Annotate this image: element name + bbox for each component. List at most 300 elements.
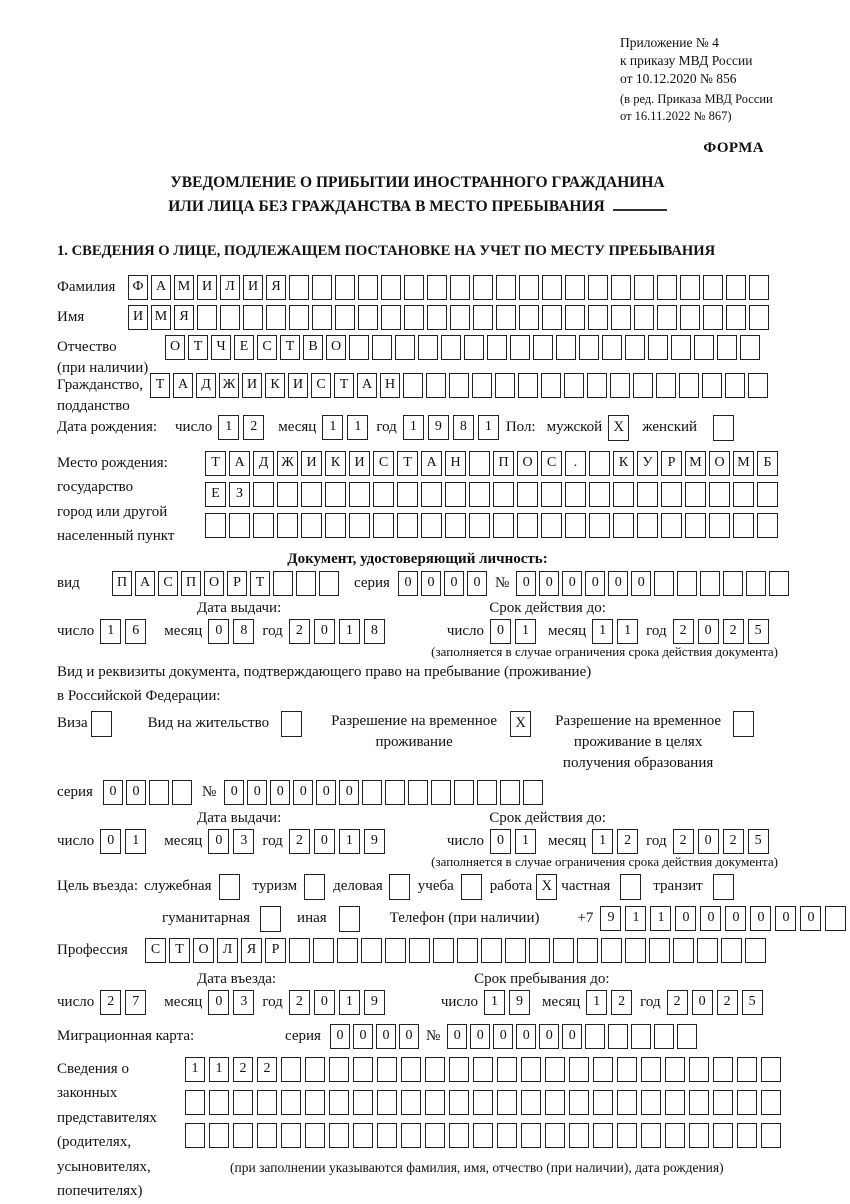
char-box[interactable]: С bbox=[145, 938, 166, 963]
char-box[interactable] bbox=[521, 1090, 541, 1115]
char-box[interactable] bbox=[541, 513, 562, 538]
doc-issue-month-boxes[interactable] bbox=[208, 619, 258, 644]
char-box[interactable]: Т bbox=[150, 373, 170, 398]
char-box[interactable] bbox=[545, 1090, 565, 1115]
char-box[interactable]: В bbox=[303, 335, 323, 360]
char-box[interactable] bbox=[257, 1123, 277, 1148]
char-box[interactable]: 0 bbox=[585, 571, 605, 596]
char-box[interactable] bbox=[631, 1024, 651, 1049]
char-box[interactable] bbox=[761, 1057, 781, 1082]
char-box[interactable]: А bbox=[357, 373, 377, 398]
char-box[interactable]: 2 bbox=[289, 829, 310, 854]
char-box[interactable] bbox=[588, 305, 608, 330]
char-box[interactable] bbox=[373, 482, 394, 507]
edu-permit-checkbox[interactable] bbox=[733, 711, 754, 737]
char-box[interactable] bbox=[634, 275, 654, 300]
char-box[interactable]: Р bbox=[265, 938, 286, 963]
char-box[interactable] bbox=[665, 1090, 685, 1115]
char-box[interactable]: 7 bbox=[125, 990, 146, 1015]
char-box[interactable] bbox=[679, 373, 699, 398]
char-box[interactable] bbox=[421, 482, 442, 507]
char-box[interactable] bbox=[454, 780, 474, 805]
char-box[interactable]: Д bbox=[253, 451, 274, 476]
char-box[interactable] bbox=[481, 938, 502, 963]
char-box[interactable] bbox=[541, 482, 562, 507]
char-box[interactable]: 0 bbox=[444, 571, 464, 596]
char-box[interactable]: С bbox=[158, 571, 178, 596]
char-box[interactable]: Л bbox=[220, 275, 240, 300]
char-box[interactable] bbox=[661, 482, 682, 507]
char-box[interactable]: Н bbox=[445, 451, 466, 476]
char-box[interactable]: 0 bbox=[208, 619, 229, 644]
char-box[interactable] bbox=[685, 513, 706, 538]
char-box[interactable]: Т bbox=[334, 373, 354, 398]
doc-valid-month-boxes[interactable] bbox=[592, 619, 642, 644]
char-box[interactable] bbox=[403, 373, 423, 398]
char-box[interactable]: Ф bbox=[128, 275, 148, 300]
char-box[interactable]: И bbox=[197, 275, 217, 300]
char-box[interactable]: 0 bbox=[208, 990, 229, 1015]
char-box[interactable]: 3 bbox=[233, 990, 254, 1015]
char-box[interactable]: Т bbox=[188, 335, 208, 360]
char-box[interactable] bbox=[469, 482, 490, 507]
char-box[interactable] bbox=[745, 938, 766, 963]
char-box[interactable] bbox=[450, 305, 470, 330]
char-box[interactable]: О bbox=[709, 451, 730, 476]
char-box[interactable] bbox=[377, 1090, 397, 1115]
char-box[interactable] bbox=[673, 938, 694, 963]
char-box[interactable]: 2 bbox=[617, 829, 638, 854]
char-box[interactable] bbox=[149, 780, 169, 805]
char-box[interactable] bbox=[266, 305, 286, 330]
char-box[interactable]: 0 bbox=[750, 906, 771, 931]
migration-series-boxes[interactable] bbox=[330, 1024, 422, 1049]
purpose-work-checkbox[interactable]: X bbox=[536, 874, 557, 900]
char-box[interactable] bbox=[589, 513, 610, 538]
char-box[interactable]: 1 bbox=[339, 990, 360, 1015]
char-box[interactable] bbox=[209, 1123, 229, 1148]
residence-issue-month-boxes[interactable] bbox=[208, 829, 258, 854]
char-box[interactable]: А bbox=[421, 451, 442, 476]
char-box[interactable]: 0 bbox=[103, 780, 123, 805]
char-box[interactable]: Т bbox=[280, 335, 300, 360]
char-box[interactable] bbox=[385, 938, 406, 963]
char-box[interactable] bbox=[497, 1090, 517, 1115]
char-box[interactable] bbox=[685, 482, 706, 507]
char-box[interactable]: А bbox=[229, 451, 250, 476]
char-box[interactable] bbox=[253, 513, 274, 538]
char-box[interactable] bbox=[579, 335, 599, 360]
char-box[interactable] bbox=[565, 513, 586, 538]
doc-issue-year-boxes[interactable] bbox=[289, 619, 389, 644]
char-box[interactable]: 1 bbox=[347, 415, 368, 440]
char-box[interactable] bbox=[613, 513, 634, 538]
char-box[interactable] bbox=[425, 1090, 445, 1115]
char-box[interactable]: 0 bbox=[398, 571, 418, 596]
char-box[interactable] bbox=[353, 1057, 373, 1082]
char-box[interactable]: С bbox=[257, 335, 277, 360]
char-box[interactable]: М bbox=[733, 451, 754, 476]
char-box[interactable] bbox=[713, 1057, 733, 1082]
char-box[interactable] bbox=[473, 1090, 493, 1115]
char-box[interactable] bbox=[473, 1057, 493, 1082]
char-box[interactable] bbox=[305, 1123, 325, 1148]
char-box[interactable]: Ж bbox=[219, 373, 239, 398]
char-box[interactable] bbox=[542, 275, 562, 300]
char-box[interactable] bbox=[737, 1057, 757, 1082]
char-box[interactable] bbox=[529, 938, 550, 963]
char-box[interactable]: 0 bbox=[775, 906, 796, 931]
patronymic-boxes[interactable] bbox=[165, 335, 763, 360]
char-box[interactable]: И bbox=[288, 373, 308, 398]
char-box[interactable] bbox=[761, 1123, 781, 1148]
char-box[interactable] bbox=[565, 305, 585, 330]
residence-valid-month-boxes[interactable] bbox=[592, 829, 642, 854]
char-box[interactable]: 5 bbox=[748, 829, 769, 854]
char-box[interactable]: 2 bbox=[289, 990, 310, 1015]
char-box[interactable] bbox=[418, 335, 438, 360]
char-box[interactable] bbox=[305, 1090, 325, 1115]
char-box[interactable] bbox=[611, 305, 631, 330]
residence-issue-year-boxes[interactable] bbox=[289, 829, 389, 854]
char-box[interactable]: 0 bbox=[725, 906, 746, 931]
char-box[interactable]: 9 bbox=[364, 829, 385, 854]
char-box[interactable]: 1 bbox=[484, 990, 505, 1015]
char-box[interactable] bbox=[185, 1123, 205, 1148]
char-box[interactable]: 1 bbox=[586, 990, 607, 1015]
char-box[interactable]: 8 bbox=[233, 619, 254, 644]
char-box[interactable] bbox=[496, 305, 516, 330]
char-box[interactable]: 0 bbox=[421, 571, 441, 596]
char-box[interactable] bbox=[717, 335, 737, 360]
char-box[interactable] bbox=[277, 513, 298, 538]
char-box[interactable]: 1 bbox=[218, 415, 239, 440]
char-box[interactable]: Я bbox=[241, 938, 262, 963]
char-box[interactable]: 1 bbox=[650, 906, 671, 931]
char-box[interactable] bbox=[588, 275, 608, 300]
char-box[interactable]: 0 bbox=[447, 1024, 467, 1049]
char-box[interactable]: 1 bbox=[515, 619, 536, 644]
char-box[interactable]: О bbox=[165, 335, 185, 360]
char-box[interactable] bbox=[281, 1123, 301, 1148]
char-box[interactable] bbox=[740, 335, 760, 360]
char-box[interactable] bbox=[769, 571, 789, 596]
char-box[interactable]: К bbox=[265, 373, 285, 398]
char-box[interactable] bbox=[349, 513, 370, 538]
char-box[interactable] bbox=[469, 513, 490, 538]
char-box[interactable]: П bbox=[112, 571, 132, 596]
char-box[interactable]: Я bbox=[174, 305, 194, 330]
char-box[interactable] bbox=[441, 335, 461, 360]
char-box[interactable]: 0 bbox=[353, 1024, 373, 1049]
char-box[interactable]: 1 bbox=[209, 1057, 229, 1082]
char-box[interactable] bbox=[709, 482, 730, 507]
char-box[interactable]: 0 bbox=[675, 906, 696, 931]
char-box[interactable] bbox=[301, 513, 322, 538]
char-box[interactable] bbox=[335, 305, 355, 330]
char-box[interactable] bbox=[519, 275, 539, 300]
char-box[interactable]: 0 bbox=[490, 619, 511, 644]
char-box[interactable]: 2 bbox=[233, 1057, 253, 1082]
char-box[interactable] bbox=[593, 1057, 613, 1082]
birth-day-boxes[interactable] bbox=[218, 415, 268, 440]
char-box[interactable] bbox=[404, 305, 424, 330]
char-box[interactable]: 2 bbox=[100, 990, 121, 1015]
birth-place-row2[interactable] bbox=[205, 482, 781, 507]
char-box[interactable] bbox=[577, 938, 598, 963]
char-box[interactable]: 2 bbox=[673, 619, 694, 644]
legal-row2[interactable] bbox=[185, 1090, 785, 1115]
char-box[interactable] bbox=[401, 1123, 421, 1148]
migration-number-boxes[interactable] bbox=[447, 1024, 700, 1049]
char-box[interactable]: 2 bbox=[243, 415, 264, 440]
doc-number-boxes[interactable] bbox=[516, 571, 792, 596]
char-box[interactable]: 0 bbox=[314, 619, 335, 644]
char-box[interactable] bbox=[703, 305, 723, 330]
doc-kind-boxes[interactable] bbox=[112, 571, 342, 596]
char-box[interactable]: З bbox=[229, 482, 250, 507]
char-box[interactable] bbox=[433, 938, 454, 963]
char-box[interactable] bbox=[457, 938, 478, 963]
char-box[interactable] bbox=[301, 482, 322, 507]
char-box[interactable] bbox=[633, 373, 653, 398]
char-box[interactable]: 9 bbox=[364, 990, 385, 1015]
char-box[interactable] bbox=[613, 482, 634, 507]
char-box[interactable] bbox=[197, 305, 217, 330]
purpose-tourism-checkbox[interactable] bbox=[304, 874, 325, 900]
char-box[interactable] bbox=[427, 305, 447, 330]
char-box[interactable] bbox=[733, 513, 754, 538]
char-box[interactable] bbox=[329, 1123, 349, 1148]
char-box[interactable]: 5 bbox=[748, 619, 769, 644]
char-box[interactable] bbox=[325, 482, 346, 507]
char-box[interactable] bbox=[748, 373, 768, 398]
char-box[interactable] bbox=[377, 1123, 397, 1148]
char-box[interactable]: И bbox=[128, 305, 148, 330]
char-box[interactable] bbox=[253, 482, 274, 507]
char-box[interactable] bbox=[319, 571, 339, 596]
char-box[interactable]: Л bbox=[217, 938, 238, 963]
char-box[interactable] bbox=[473, 275, 493, 300]
char-box[interactable] bbox=[542, 305, 562, 330]
char-box[interactable] bbox=[517, 513, 538, 538]
char-box[interactable] bbox=[220, 305, 240, 330]
char-box[interactable] bbox=[408, 780, 428, 805]
char-box[interactable] bbox=[329, 1090, 349, 1115]
purpose-official-checkbox[interactable] bbox=[219, 874, 240, 900]
char-box[interactable] bbox=[533, 335, 553, 360]
char-box[interactable] bbox=[473, 1123, 493, 1148]
char-box[interactable]: 2 bbox=[257, 1057, 277, 1082]
char-box[interactable]: 0 bbox=[126, 780, 146, 805]
char-box[interactable] bbox=[641, 1057, 661, 1082]
legal-row3[interactable] bbox=[185, 1123, 785, 1148]
char-box[interactable] bbox=[425, 1123, 445, 1148]
char-box[interactable]: 0 bbox=[330, 1024, 350, 1049]
purpose-study-checkbox[interactable] bbox=[461, 874, 482, 900]
char-box[interactable] bbox=[749, 275, 769, 300]
char-box[interactable] bbox=[421, 513, 442, 538]
char-box[interactable] bbox=[610, 373, 630, 398]
char-box[interactable]: 0 bbox=[100, 829, 121, 854]
char-box[interactable] bbox=[427, 275, 447, 300]
char-box[interactable] bbox=[329, 1057, 349, 1082]
char-box[interactable] bbox=[749, 305, 769, 330]
char-box[interactable] bbox=[694, 335, 714, 360]
residence-permit-checkbox[interactable] bbox=[281, 711, 302, 737]
char-box[interactable]: 0 bbox=[800, 906, 821, 931]
doc-issue-day-boxes[interactable] bbox=[100, 619, 150, 644]
char-box[interactable] bbox=[657, 305, 677, 330]
char-box[interactable] bbox=[335, 275, 355, 300]
char-box[interactable]: 0 bbox=[700, 906, 721, 931]
birth-place-row1[interactable] bbox=[205, 451, 781, 476]
char-box[interactable] bbox=[449, 1057, 469, 1082]
purpose-business-checkbox[interactable] bbox=[389, 874, 410, 900]
char-box[interactable] bbox=[505, 938, 526, 963]
char-box[interactable] bbox=[450, 275, 470, 300]
char-box[interactable] bbox=[312, 275, 332, 300]
phone-boxes[interactable] bbox=[600, 906, 850, 931]
char-box[interactable]: М bbox=[174, 275, 194, 300]
visa-checkbox[interactable] bbox=[91, 711, 112, 737]
char-box[interactable] bbox=[229, 513, 250, 538]
char-box[interactable] bbox=[353, 1123, 373, 1148]
char-box[interactable] bbox=[449, 373, 469, 398]
char-box[interactable] bbox=[496, 275, 516, 300]
char-box[interactable]: 0 bbox=[516, 571, 536, 596]
char-box[interactable] bbox=[661, 513, 682, 538]
char-box[interactable] bbox=[445, 482, 466, 507]
char-box[interactable] bbox=[361, 938, 382, 963]
char-box[interactable] bbox=[469, 451, 490, 476]
char-box[interactable]: 2 bbox=[723, 619, 744, 644]
char-box[interactable] bbox=[313, 938, 334, 963]
char-box[interactable] bbox=[697, 938, 718, 963]
char-box[interactable] bbox=[608, 1024, 628, 1049]
char-box[interactable]: . bbox=[565, 451, 586, 476]
char-box[interactable] bbox=[497, 1057, 517, 1082]
char-box[interactable]: И bbox=[242, 373, 262, 398]
char-box[interactable] bbox=[654, 571, 674, 596]
char-box[interactable] bbox=[305, 1057, 325, 1082]
char-box[interactable] bbox=[349, 482, 370, 507]
char-box[interactable]: Я bbox=[266, 275, 286, 300]
char-box[interactable] bbox=[233, 1090, 253, 1115]
doc-series-boxes[interactable] bbox=[398, 571, 490, 596]
char-box[interactable] bbox=[703, 275, 723, 300]
char-box[interactable] bbox=[680, 275, 700, 300]
char-box[interactable] bbox=[825, 906, 846, 931]
char-box[interactable]: 1 bbox=[100, 619, 121, 644]
char-box[interactable] bbox=[431, 780, 451, 805]
char-box[interactable] bbox=[601, 938, 622, 963]
char-box[interactable] bbox=[677, 1024, 697, 1049]
profession-boxes[interactable] bbox=[145, 938, 769, 963]
char-box[interactable]: Р bbox=[661, 451, 682, 476]
char-box[interactable]: А bbox=[151, 275, 171, 300]
char-box[interactable]: Ж bbox=[277, 451, 298, 476]
char-box[interactable]: 1 bbox=[478, 415, 499, 440]
char-box[interactable] bbox=[358, 275, 378, 300]
char-box[interactable] bbox=[473, 305, 493, 330]
char-box[interactable] bbox=[401, 1057, 421, 1082]
char-box[interactable] bbox=[381, 275, 401, 300]
char-box[interactable]: 2 bbox=[667, 990, 688, 1015]
char-box[interactable] bbox=[449, 1090, 469, 1115]
char-box[interactable]: 0 bbox=[562, 1024, 582, 1049]
char-box[interactable] bbox=[517, 482, 538, 507]
char-box[interactable]: И bbox=[243, 275, 263, 300]
residence-series-boxes[interactable] bbox=[103, 780, 195, 805]
birth-month-boxes[interactable] bbox=[322, 415, 372, 440]
char-box[interactable] bbox=[671, 335, 691, 360]
purpose-humanitarian-checkbox[interactable] bbox=[260, 906, 281, 932]
char-box[interactable] bbox=[493, 513, 514, 538]
char-box[interactable]: О bbox=[326, 335, 346, 360]
char-box[interactable] bbox=[641, 1090, 661, 1115]
char-box[interactable] bbox=[617, 1123, 637, 1148]
char-box[interactable] bbox=[445, 513, 466, 538]
residence-number-boxes[interactable] bbox=[224, 780, 546, 805]
char-box[interactable]: И bbox=[349, 451, 370, 476]
char-box[interactable] bbox=[545, 1057, 565, 1082]
purpose-other-checkbox[interactable] bbox=[339, 906, 360, 932]
char-box[interactable] bbox=[757, 482, 778, 507]
char-box[interactable] bbox=[593, 1090, 613, 1115]
char-box[interactable]: 0 bbox=[698, 829, 719, 854]
char-box[interactable] bbox=[477, 780, 497, 805]
char-box[interactable] bbox=[296, 571, 316, 596]
char-box[interactable] bbox=[349, 335, 369, 360]
char-box[interactable] bbox=[713, 1090, 733, 1115]
char-box[interactable]: 1 bbox=[403, 415, 424, 440]
char-box[interactable]: Т bbox=[169, 938, 190, 963]
char-box[interactable]: 1 bbox=[515, 829, 536, 854]
char-box[interactable] bbox=[589, 482, 610, 507]
char-box[interactable]: М bbox=[151, 305, 171, 330]
char-box[interactable] bbox=[289, 938, 310, 963]
char-box[interactable]: 2 bbox=[723, 829, 744, 854]
char-box[interactable]: 0 bbox=[692, 990, 713, 1015]
char-box[interactable] bbox=[625, 335, 645, 360]
char-box[interactable] bbox=[289, 275, 309, 300]
char-box[interactable]: 9 bbox=[600, 906, 621, 931]
char-box[interactable] bbox=[726, 275, 746, 300]
char-box[interactable]: С bbox=[311, 373, 331, 398]
char-box[interactable] bbox=[553, 938, 574, 963]
char-box[interactable] bbox=[746, 571, 766, 596]
char-box[interactable]: Т bbox=[250, 571, 270, 596]
char-box[interactable] bbox=[585, 1024, 605, 1049]
char-box[interactable] bbox=[312, 305, 332, 330]
char-box[interactable] bbox=[377, 1057, 397, 1082]
gender-female-checkbox[interactable] bbox=[713, 415, 734, 441]
char-box[interactable] bbox=[385, 780, 405, 805]
char-box[interactable]: 8 bbox=[364, 619, 385, 644]
char-box[interactable] bbox=[353, 1090, 373, 1115]
char-box[interactable]: 1 bbox=[125, 829, 146, 854]
char-box[interactable] bbox=[172, 780, 192, 805]
char-box[interactable]: 1 bbox=[592, 829, 613, 854]
birth-place-row3[interactable] bbox=[205, 513, 781, 538]
char-box[interactable]: А bbox=[135, 571, 155, 596]
char-box[interactable] bbox=[362, 780, 382, 805]
char-box[interactable] bbox=[702, 373, 722, 398]
purpose-private-checkbox[interactable] bbox=[620, 874, 641, 900]
char-box[interactable] bbox=[689, 1090, 709, 1115]
legal-row1[interactable] bbox=[185, 1057, 785, 1082]
